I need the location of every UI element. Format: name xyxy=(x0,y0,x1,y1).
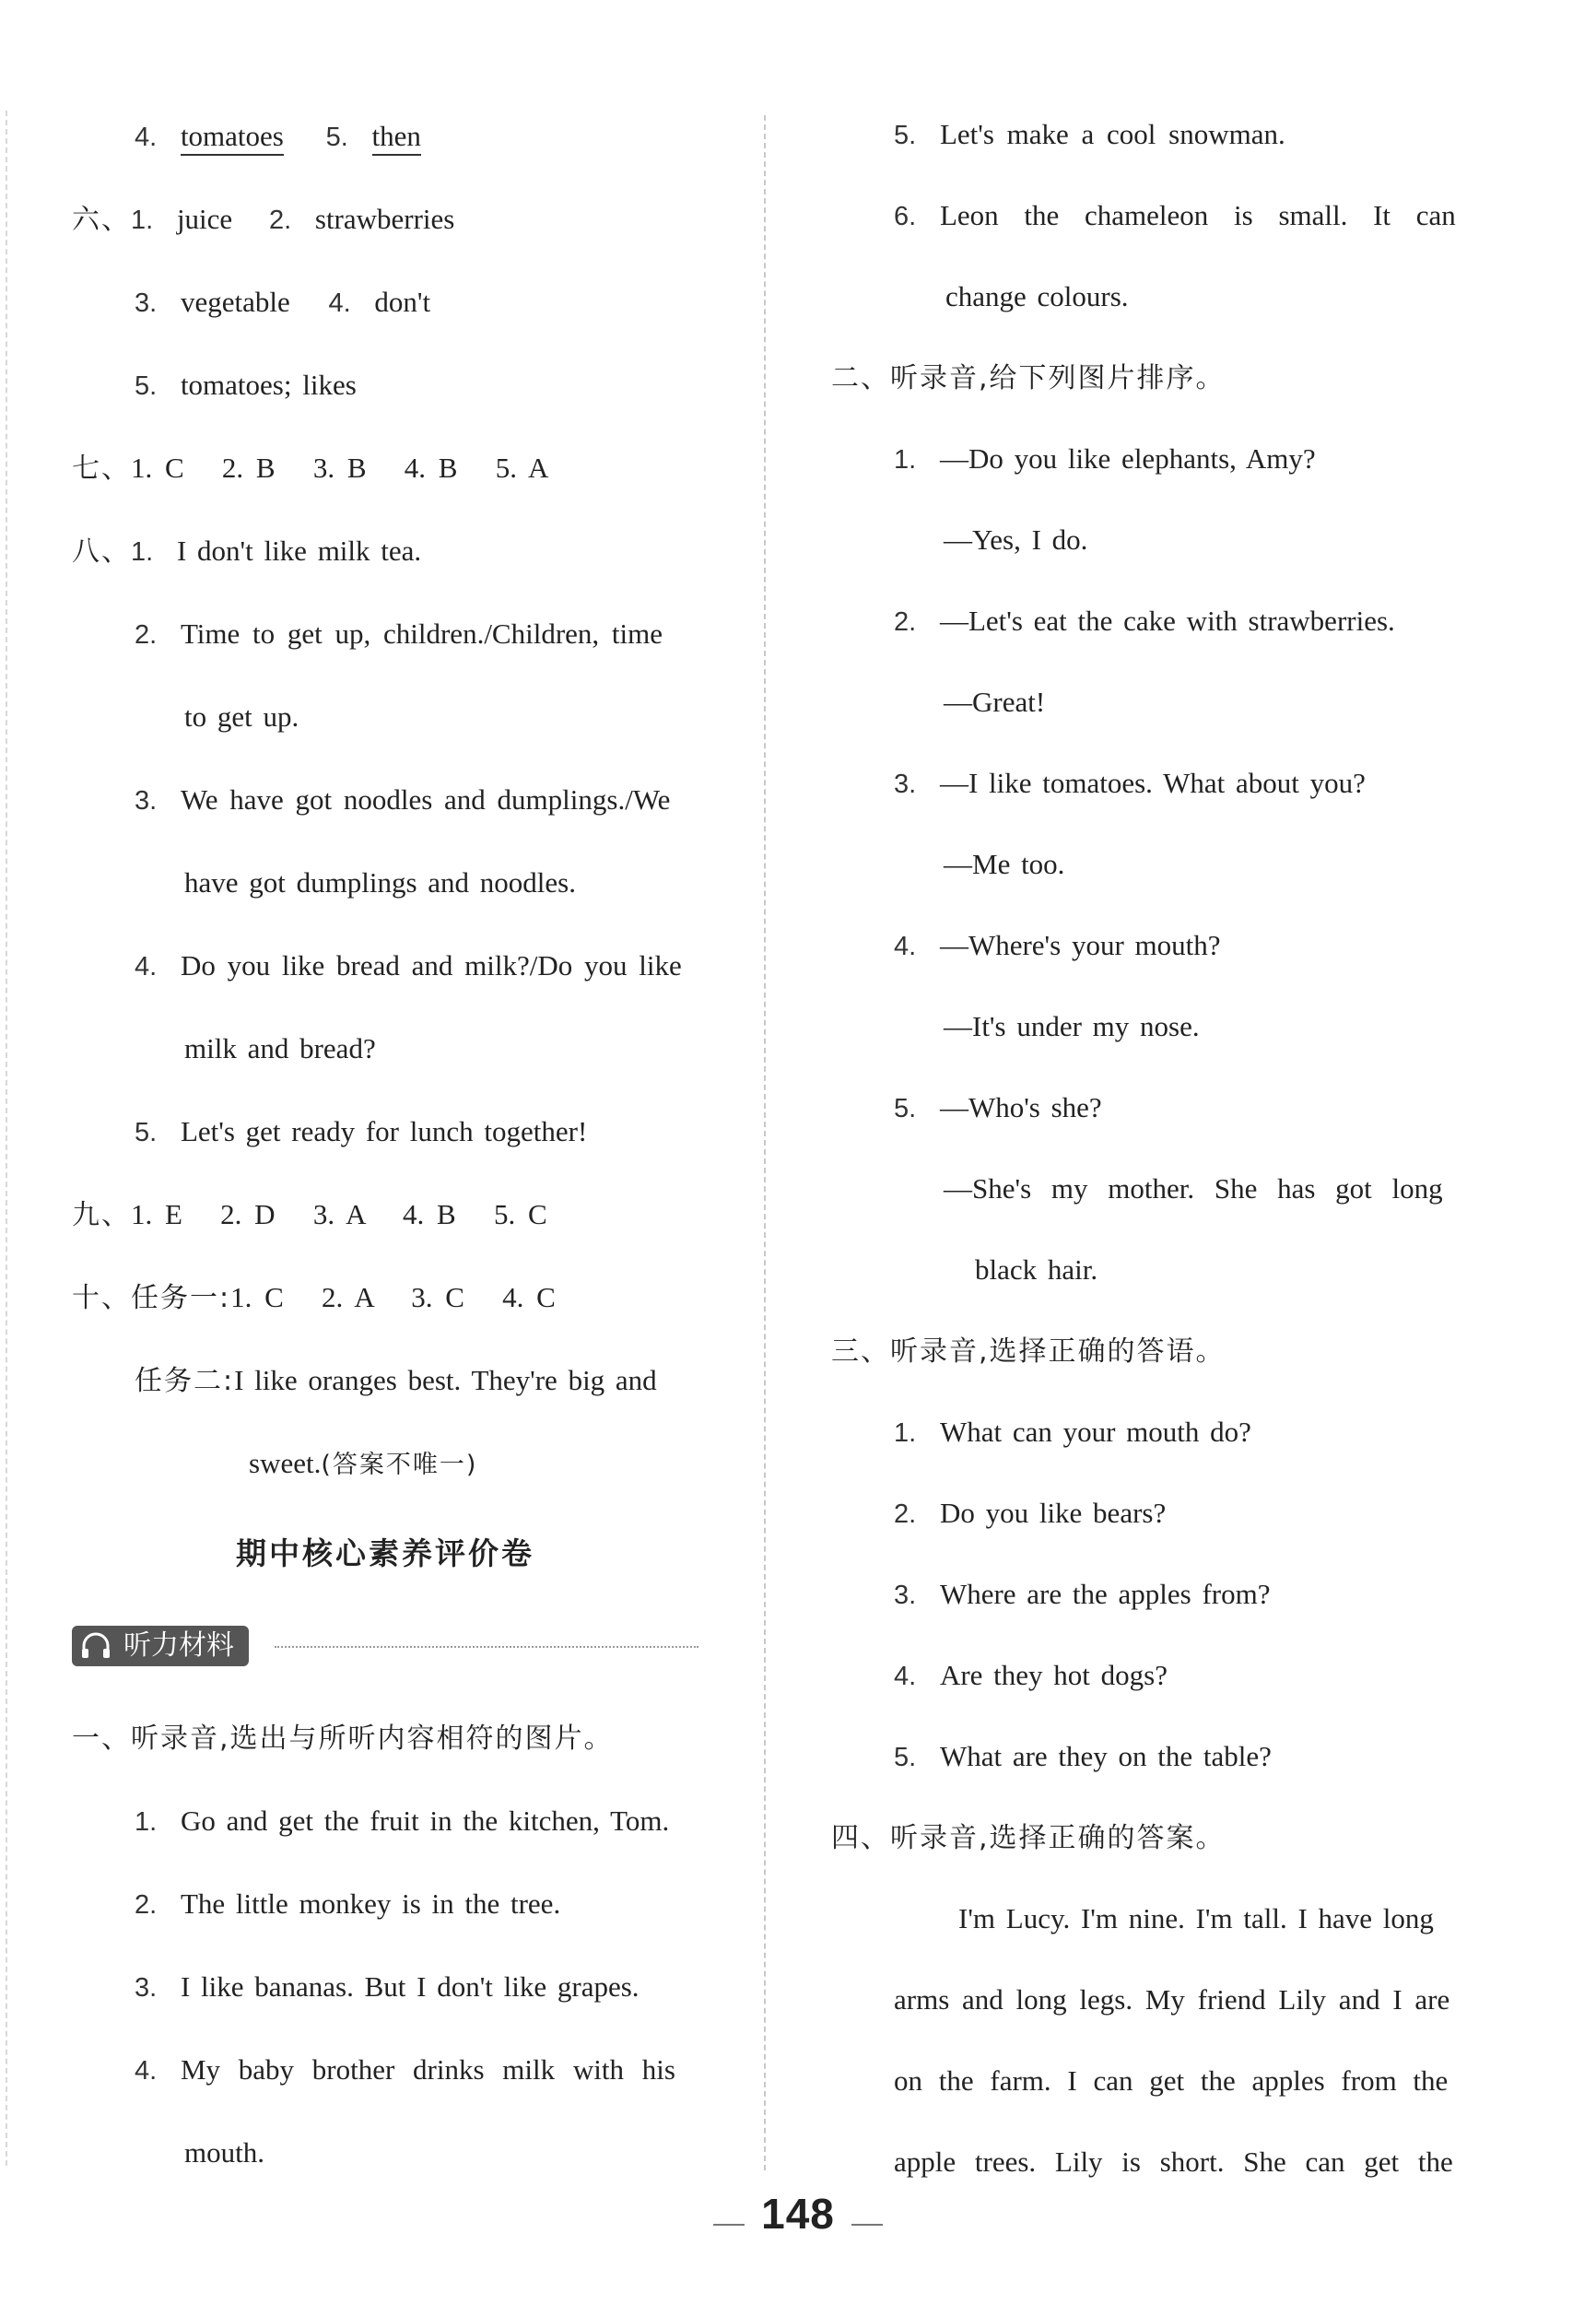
list-item-continuation: mouth. xyxy=(184,2136,264,2169)
dialogue-reply: —Great! xyxy=(944,686,1046,718)
question-heading: 四、听录音,选择正确的答案。 xyxy=(831,1822,1226,1854)
list-item: 2. Do you like bears? xyxy=(894,1497,1167,1529)
answer-line: milk and bread? xyxy=(184,1032,376,1064)
answer-line: 5. Let's get ready for lunch together! xyxy=(135,1115,588,1147)
dialogue-reply: —It's under my nose. xyxy=(944,1010,1200,1042)
paragraph-line: on the farm. I can get the apples from the xyxy=(894,2064,1449,2097)
answer-line: 4. tomatoes 5. then xyxy=(135,118,421,156)
answer-line: 4. Do you like bread and milk?/Do you like xyxy=(135,949,682,982)
dialogue-item: 4. —Where's your mouth? xyxy=(894,929,1221,961)
list-item: 6. Leon the chameleon is small. It can xyxy=(894,199,1456,231)
dialogue-item: 1. —Do you like elephants, Amy? xyxy=(894,442,1316,475)
answer-line: 十、任务一:1. C 2. A 3. C 4. C xyxy=(72,1281,556,1314)
list-item: 1. What can your mouth do? xyxy=(894,1416,1251,1448)
list-item: 5. What are they on the table? xyxy=(894,1740,1272,1772)
answer-line: 九、1. E 2. D 3. A 4. B 5. C xyxy=(72,1198,547,1231)
list-item: 5. Let's make a cool snowman. xyxy=(894,118,1285,150)
question-heading: 二、听录音,给下列图片排序。 xyxy=(831,362,1226,394)
answer-line: sweet.(答案不唯一) xyxy=(249,1447,478,1479)
section-title: 期中核心素养评价卷 xyxy=(236,1535,534,1571)
answer-line: have got dumplings and noodles. xyxy=(184,866,576,899)
dialogue-item: 2. —Let's eat the cake with strawberries. xyxy=(894,605,1395,637)
headphones-icon xyxy=(79,1631,112,1661)
binding-edge-line xyxy=(6,111,7,2166)
answer-line: 任务二:I like oranges best. They're big and xyxy=(135,1364,657,1397)
dialogue-continuation: black hair. xyxy=(975,1253,1098,1286)
paragraph-line: I'm Lucy. I'm nine. I'm tall. I have long xyxy=(958,1902,1434,1934)
paragraph-line: arms and long legs. My friend Lily and I are xyxy=(894,1983,1450,2016)
page-number: 148 xyxy=(761,2190,835,2238)
list-item: 1. Go and get the fruit in the kitchen, Tom. xyxy=(135,1805,670,1837)
footer-dash-left xyxy=(713,2224,745,2226)
list-item: 2. The little monkey is in the tree. xyxy=(135,1887,561,1920)
dialogue-item: 3. —I like tomatoes. What about you? xyxy=(894,767,1366,799)
column-divider xyxy=(764,115,766,2170)
answer-line: to get up. xyxy=(184,700,299,733)
dialogue-reply: —Yes, I do. xyxy=(944,523,1088,556)
answer-line: 3. We have got noodles and dumplings./We xyxy=(135,783,671,816)
answer-line: 七、1. C 2. B 3. B 4. B 5. A xyxy=(72,452,549,485)
list-item-continuation: change colours. xyxy=(945,280,1129,312)
badge-dotted-rule xyxy=(275,1646,698,1648)
dialogue-item: 5. —Who's she? xyxy=(894,1091,1102,1123)
answer-line: 六、1. juice 2. strawberries xyxy=(72,203,455,236)
list-item: 3. Where are the apples from? xyxy=(894,1578,1271,1610)
question-heading: 三、听录音,选择正确的答语。 xyxy=(831,1335,1226,1368)
list-item: 4. My baby brother drinks milk with his xyxy=(135,2053,675,2086)
answer-line: 5. tomatoes; likes xyxy=(135,369,357,401)
page-footer xyxy=(0,2189,1596,2239)
footer-dash-right xyxy=(851,2224,883,2226)
answer-line: 八、1. I don't like milk tea. xyxy=(72,535,422,568)
list-item: 4. Are they hot dogs? xyxy=(894,1659,1168,1691)
dialogue-reply: —Me too. xyxy=(944,848,1065,880)
answer-line: 3. vegetable 4. don't xyxy=(135,286,431,318)
list-item: 3. I like bananas. But I don't like grapes. xyxy=(135,1970,640,2003)
listening-material-badge: 听力材料 xyxy=(72,1626,249,1666)
answer-line: 2. Time to get up, children./Children, time xyxy=(135,617,663,650)
question-heading: 一、听录音,选出与所听内容相符的图片。 xyxy=(72,1722,614,1755)
dialogue-reply: —She's my mother. She has got long xyxy=(944,1172,1443,1205)
paragraph-line: apple trees. Lily is short. She can get the xyxy=(894,2146,1453,2178)
